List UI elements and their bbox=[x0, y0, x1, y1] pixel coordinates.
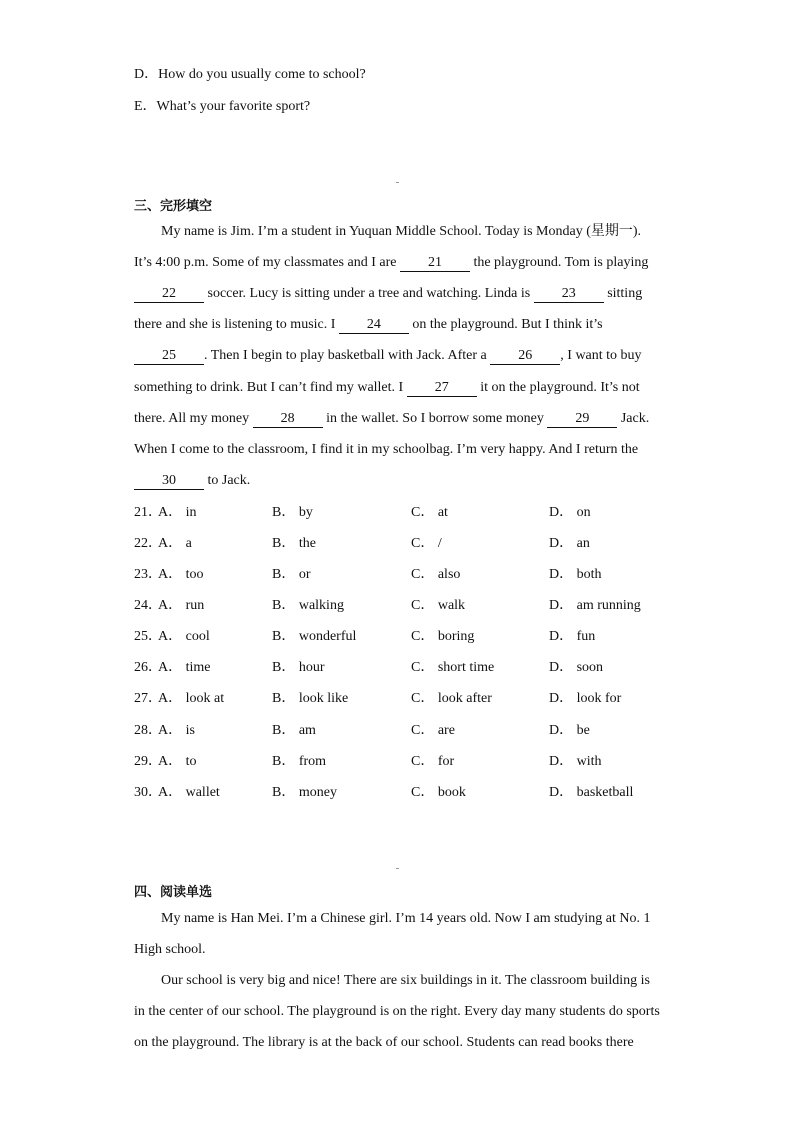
option-a: A． is bbox=[158, 723, 195, 738]
question-number: 28． bbox=[134, 723, 162, 738]
option-a: A． cool bbox=[158, 629, 210, 644]
option-c: C． walk bbox=[411, 598, 466, 613]
question-row-22 bbox=[134, 535, 694, 553]
question-row-24 bbox=[134, 597, 694, 615]
option-c: C． also bbox=[411, 567, 461, 582]
blank-29: 29 bbox=[547, 411, 617, 428]
option-c: C． are bbox=[411, 723, 455, 738]
option-c: C． short time bbox=[411, 660, 495, 675]
question-row-30 bbox=[134, 784, 694, 802]
option-c: C． at bbox=[411, 505, 448, 520]
cloze-line: 25 . Then I begin to play basketball with Jack. After a 26 , I want to buy bbox=[134, 347, 642, 365]
reading-line: My name is Han Mei. I’m a Chinese girl. I’m 14 years old. Now I am studying at No. 1 bbox=[161, 911, 651, 926]
cloze-line: something to drink. But I can’t find my wallet. I 27 it on the playground. It’s not bbox=[134, 380, 640, 395]
question-row-27 bbox=[134, 690, 694, 708]
option-c: C． for bbox=[411, 754, 455, 769]
option-a: A． in bbox=[158, 505, 197, 520]
reading-line: Our school is very big and nice! There are six buildings in it. The classroom building is bbox=[161, 973, 651, 988]
option-c: C． boring bbox=[411, 629, 475, 644]
option-b: B． or bbox=[272, 567, 311, 582]
option-d: D． basketball bbox=[549, 785, 634, 800]
option-d: D． on bbox=[549, 505, 591, 520]
cloze-line: 30 to Jack. bbox=[134, 472, 250, 490]
option-c: C． look after bbox=[411, 691, 492, 706]
option-c: C． book bbox=[411, 785, 466, 800]
option-d: D． with bbox=[549, 754, 602, 769]
option-d: D． fun bbox=[549, 629, 596, 644]
question-number: 22． bbox=[134, 536, 162, 551]
question-number: 26． bbox=[134, 660, 162, 675]
option-d: D． soon bbox=[549, 660, 604, 675]
option-d: D． am running bbox=[549, 598, 641, 613]
question-number: 23． bbox=[134, 567, 162, 582]
cloze-line: 22 soccer. Lucy is sitting under a tree and watching. Linda is 23 sitting bbox=[134, 285, 642, 303]
option-d-previous: D．How do you usually come to school? bbox=[134, 67, 366, 82]
option-b: B． money bbox=[272, 785, 337, 800]
option-b: B． wonderful bbox=[272, 629, 357, 644]
blank-24: 24 bbox=[339, 317, 409, 334]
option-c: C． / bbox=[411, 536, 442, 551]
center-mark bbox=[396, 182, 399, 183]
blank-23: 23 bbox=[534, 286, 604, 303]
question-number: 29． bbox=[134, 754, 162, 769]
question-row-29 bbox=[134, 753, 694, 771]
option-a: A． a bbox=[158, 536, 192, 551]
question-row-28 bbox=[134, 722, 694, 740]
option-a: A． wallet bbox=[158, 785, 220, 800]
option-d: D． an bbox=[549, 536, 590, 551]
option-e-previous: E．What’s your favorite sport? bbox=[134, 99, 311, 114]
cloze-line: My name is Jim. I’m a student in Yuquan Middle School. Today is Monday (星期一). bbox=[161, 224, 642, 239]
cloze-line: When I come to the classroom, I find it in my schoolbag. I’m very happy. And I return the bbox=[134, 442, 639, 457]
question-number: 27． bbox=[134, 691, 162, 706]
cloze-heading: 三、完形填空 bbox=[134, 199, 213, 214]
option-b: B． walking bbox=[272, 598, 344, 613]
option-d: D． be bbox=[549, 723, 590, 738]
question-number: 21． bbox=[134, 505, 162, 520]
blank-21: 21 bbox=[400, 255, 470, 272]
option-d: D． both bbox=[549, 567, 602, 582]
question-number: 30． bbox=[134, 785, 162, 800]
option-b: B． the bbox=[272, 536, 316, 551]
option-a: A． time bbox=[158, 660, 211, 675]
cloze-line: there and she is listening to music. I 24 on the playground. But I think it’s bbox=[134, 317, 603, 332]
option-d: D． look for bbox=[549, 691, 622, 706]
option-b: B． hour bbox=[272, 660, 325, 675]
reading-line: on the playground. The library is at the back of our school. Students can read books there bbox=[134, 1035, 634, 1050]
question-number: 25． bbox=[134, 629, 162, 644]
question-row-23 bbox=[134, 566, 694, 584]
option-b: B． look like bbox=[272, 691, 349, 706]
reading-line: in the center of our school. The playground is on the right. Every day many students do sports bbox=[134, 1004, 660, 1019]
option-b: B． am bbox=[272, 723, 316, 738]
cloze-line: there. All my money 28 in the wallet. So I borrow some money 29 Jack. bbox=[134, 411, 650, 426]
question-row-21 bbox=[134, 504, 694, 522]
option-b: B． from bbox=[272, 754, 327, 769]
blank-26: 26 bbox=[490, 348, 560, 365]
option-a: A． look at bbox=[158, 691, 225, 706]
question-number: 24． bbox=[134, 598, 162, 613]
reading-line: High school. bbox=[134, 942, 206, 957]
question-row-26 bbox=[134, 659, 694, 677]
blank-27: 27 bbox=[407, 380, 477, 397]
option-a: A． run bbox=[158, 598, 205, 613]
blank-28: 28 bbox=[253, 411, 323, 428]
reading-heading: 四、阅读单选 bbox=[134, 885, 213, 900]
cloze-line: It’s 4:00 p.m. Some of my classmates and I are 21 the playground. Tom is playing bbox=[134, 255, 649, 270]
blank-30: 30 bbox=[134, 473, 204, 490]
blank-25: 25 bbox=[134, 348, 204, 365]
blank-22: 22 bbox=[134, 286, 204, 303]
option-a: A． to bbox=[158, 754, 197, 769]
question-row-25 bbox=[134, 628, 694, 646]
center-mark bbox=[396, 868, 399, 869]
option-b: B． by bbox=[272, 505, 313, 520]
option-a: A． too bbox=[158, 567, 204, 582]
